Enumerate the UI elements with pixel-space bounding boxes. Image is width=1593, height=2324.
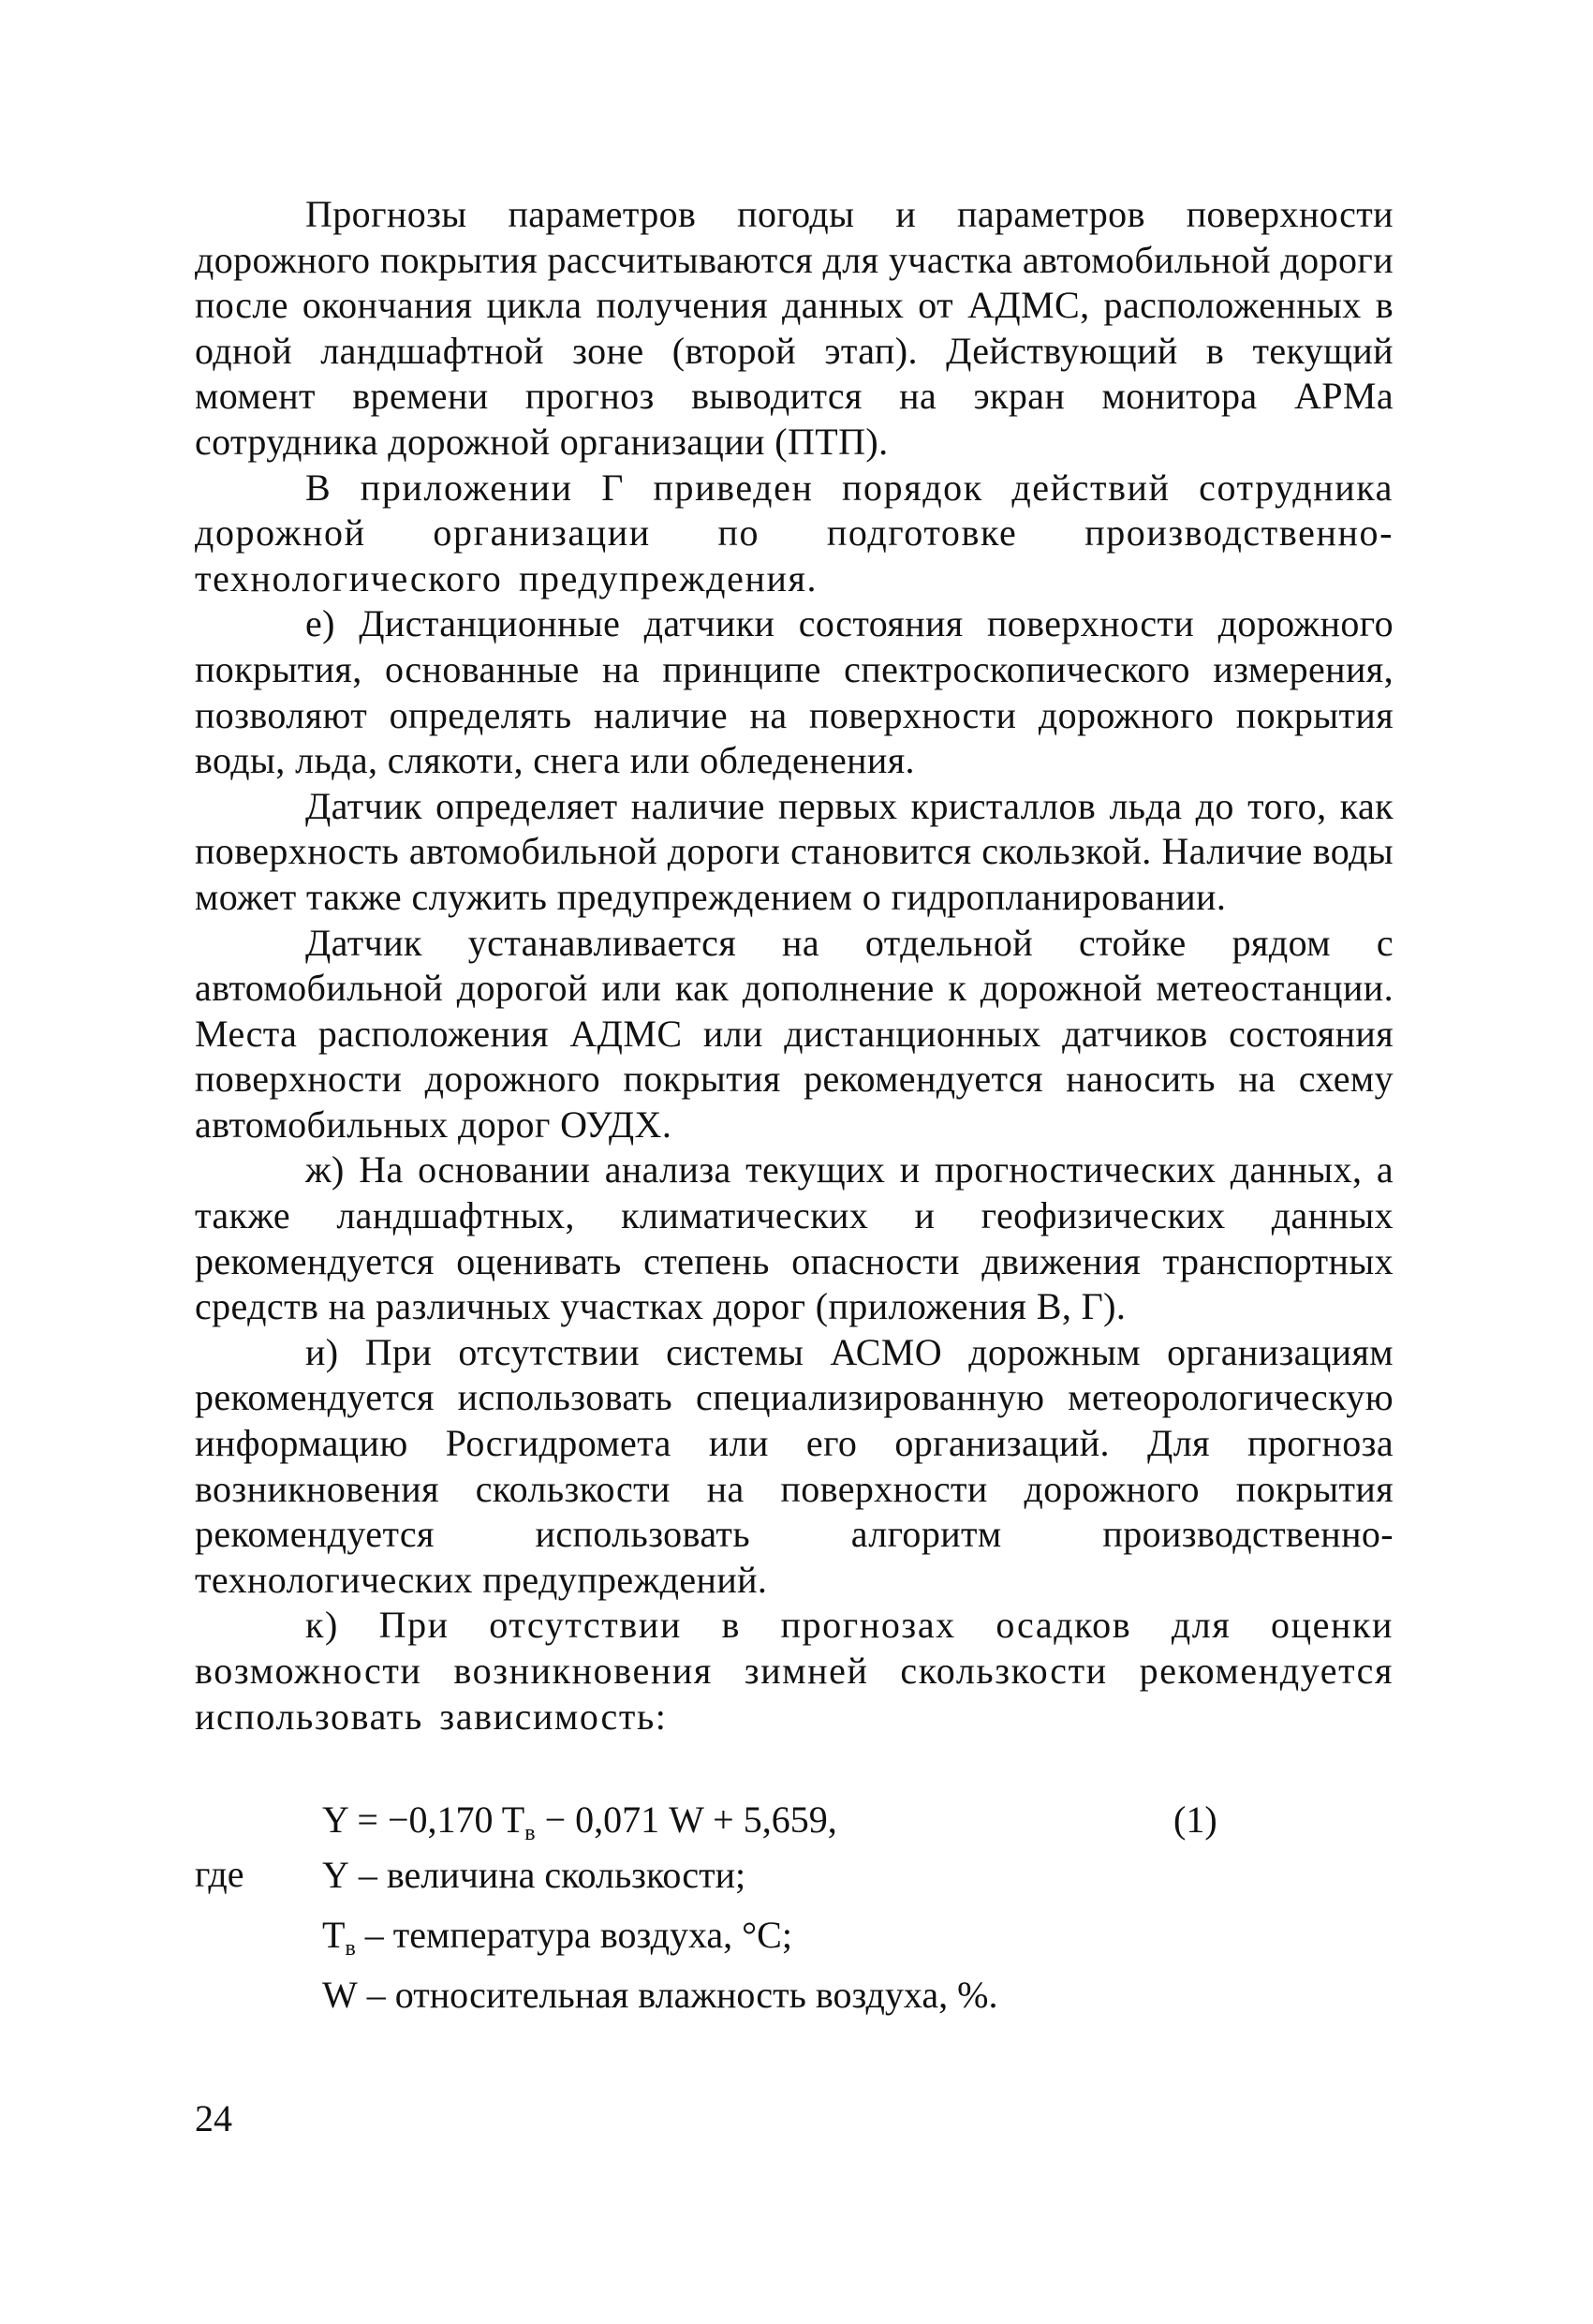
paragraph-forecast: Прогнозы параметров погоды и параметров поверхности дорожного покрытия рассчитываются для участка автомобильной дороги после окончания цикла получения данных от АДМС, расположенных в одной ландшафтной зоне (второй этап). Действующий в текущий момент времени прогноз выводится на экран монитора АРМа сотрудника дорожной организации (ПТП).	[195, 193, 1394, 463]
formula-subscript: в	[524, 1821, 536, 1846]
definition-text: – относительная влажность воздуха, %.	[357, 1974, 998, 2017]
formula	[322, 1798, 837, 1846]
formula-number: (1)	[1173, 1799, 1217, 1842]
definition-symbol: T	[322, 1914, 346, 1957]
paragraph-item-e: е) Дистанционные датчики состояния поверхности дорожного покрытия, основанные на принципе спектроскопического измерения, позволяют определять наличие на поверхности дорожного покрытия воды, льда, слякоти, снега или обледенения.	[195, 602, 1394, 782]
formula-block	[195, 1798, 1394, 2032]
paragraph-item-i: и) При отсутствии системы АСМО дорожным организациям рекомендуется использовать специализированную метеорологическую информацию Росгидромета или его организаций. Для прогноза возникновения скользкости на поверхности дорожного покрытия рекомендуется использовать алгоритм производственно-технологических предупреждений.	[195, 1330, 1394, 1601]
paragraph-sensor-mount: Датчик устанавливается на отдельной стойке рядом с автомобильной дорогой или как дополнение к дорожной метеостанции. Места расположения АДМС или дистанционных датчиков состояния поверхности дорожного покрытия рекомендуется наносить на схему автомобильных дорог ОУДХ.	[195, 921, 1394, 1146]
definition-list	[322, 1852, 997, 2032]
paragraph-item-zh: ж) На основании анализа текущих и прогностических данных, а также ландшафтных, климатических и геофизических данных рекомендуется оценивать степень опасности движения транспортных средств на различных участках дорог (приложения В, Г).	[195, 1148, 1394, 1328]
definition-symbol: W	[322, 1974, 358, 2017]
page-body	[195, 192, 1394, 2032]
definition-text: – величина скользкости;	[348, 1854, 746, 1897]
where-label: где	[195, 1853, 244, 1896]
formula-part-2: − 0,071 W + 5,659,	[535, 1799, 837, 1842]
definition-w	[322, 1972, 997, 2032]
paragraph-appendix-g: В приложении Г приведен порядок действий сотрудника дорожной организации по подготовке производственно-технологического предупреждения.	[195, 466, 1394, 600]
page-number: 24	[195, 2097, 232, 2139]
paragraph-item-k: к) При отсутствии в прогнозах осадков для оценки возможности возникновения зимней скользкости рекомендуется использовать зависимость:	[195, 1604, 1394, 1738]
definition-text: – температура воздуха, °С;	[355, 1914, 792, 1957]
definition-symbol: Y	[322, 1854, 349, 1897]
definition-subscript: в	[345, 1936, 356, 1961]
paragraph-sensor-ice: Датчик определяет наличие первых кристаллов льда до того, как поверхность автомобильной дороги становится скользкой. Наличие воды может также служить предупреждением о гидропланировании.	[195, 784, 1394, 918]
definition-t	[322, 1912, 997, 1972]
formula-part-1: Y = −0,170 T	[322, 1799, 525, 1842]
definition-y	[322, 1852, 997, 1912]
